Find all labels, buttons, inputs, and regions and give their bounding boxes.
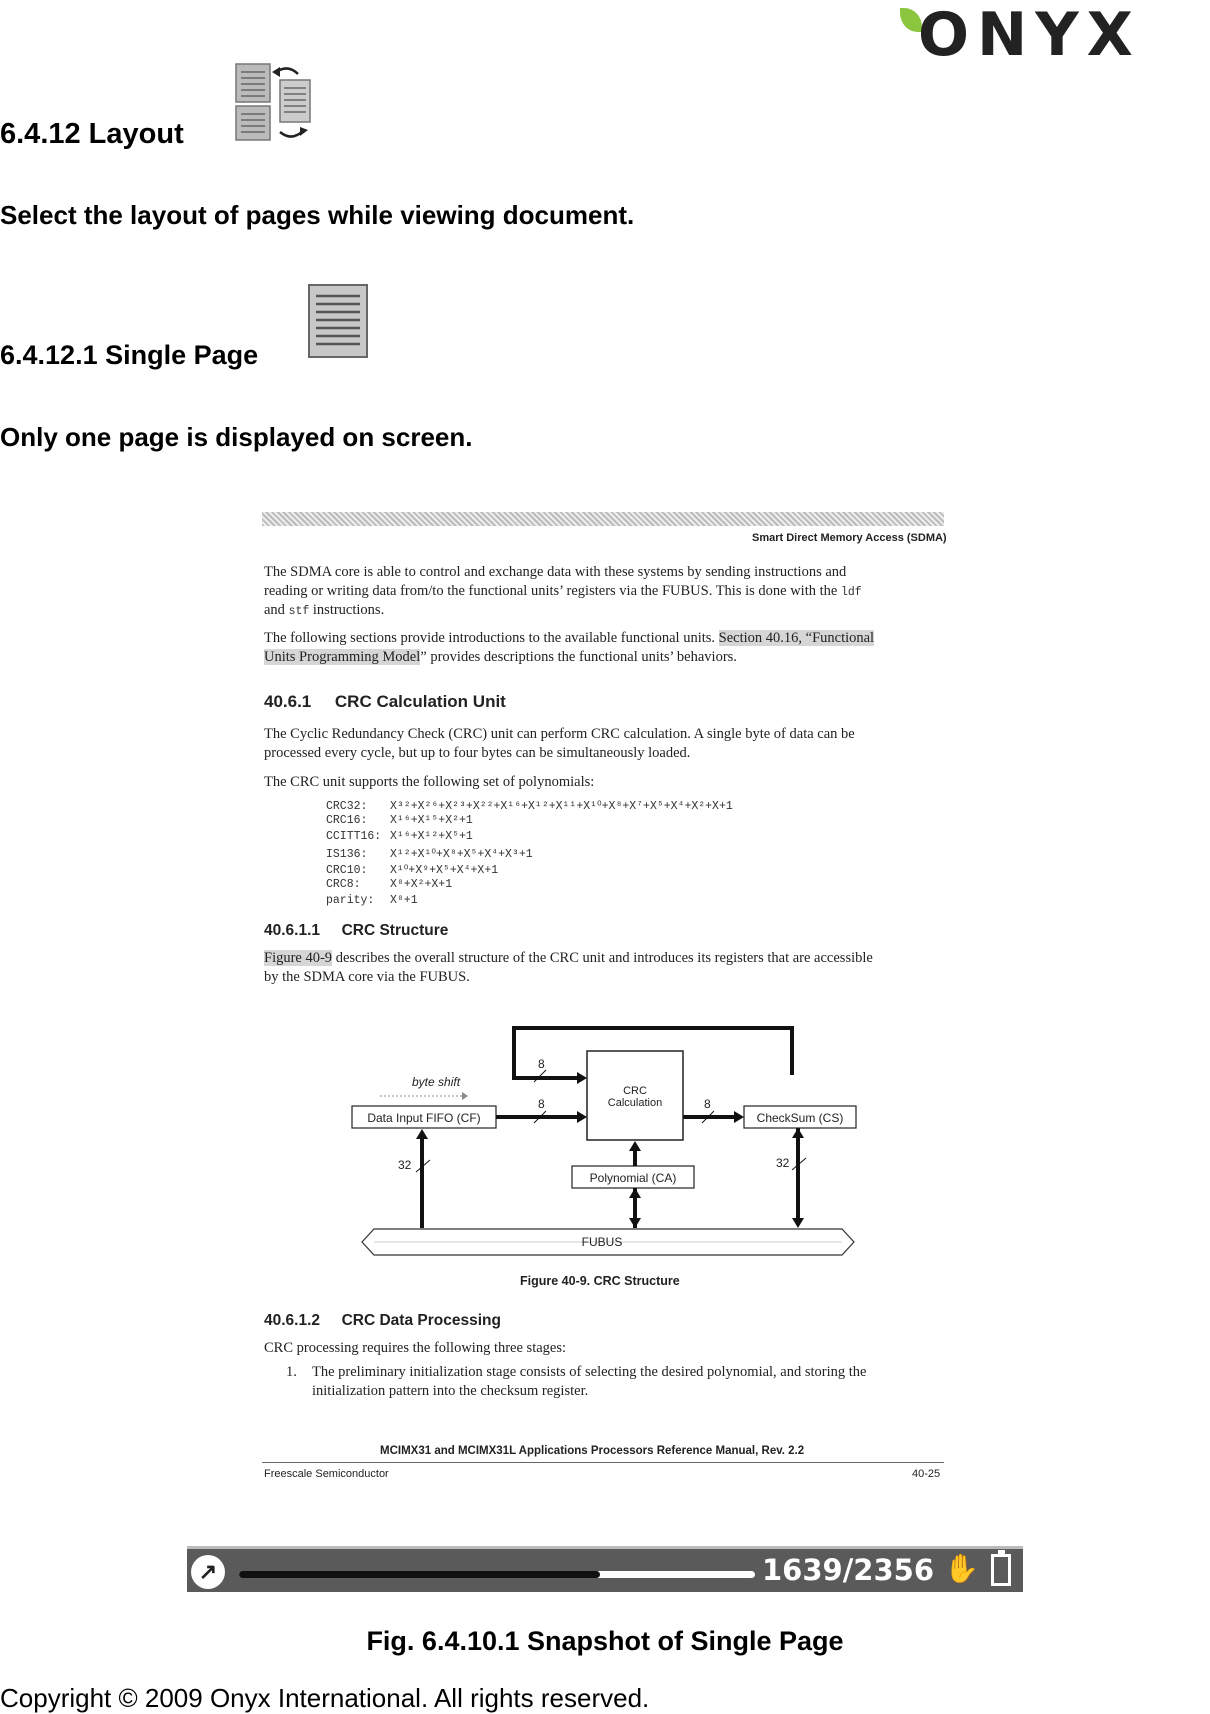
footer-right: 40-25 (912, 1468, 941, 1480)
crc-label: CRC (623, 1085, 647, 1097)
poly-row (326, 862, 498, 877)
h1-text: CRC Calculation Unit (334, 692, 506, 711)
poly-row (326, 798, 733, 813)
poly-row (326, 814, 473, 827)
single-page-icon (306, 282, 372, 362)
heading-crc-structure (264, 922, 448, 940)
h2-number: 40.6.1.1 (264, 922, 321, 939)
figure-caption-inner: Figure 40-9. CRC Structure (520, 1274, 680, 1288)
copyright: Copyright © 2009 Onyx International. All rights reserved. (0, 1683, 650, 1713)
crc-structure-diagram (262, 992, 948, 1262)
poly-name: CRC32: (326, 800, 368, 813)
width-32b: 32 (776, 1156, 790, 1170)
code-ldf: ldf (840, 586, 862, 599)
h3-number: 40.6.1.2 (264, 1312, 321, 1329)
para3-line2: processed every cycle, but up to four bytes can be simultaneously loaded. (264, 745, 691, 761)
goto-arrow-icon[interactable]: ↗ (191, 1555, 225, 1589)
para1-line1: The SDMA core is able to control and exchange data with these systems by sending instructions and (264, 564, 847, 580)
list-number: 1. (286, 1364, 297, 1380)
reading-progress-bar[interactable] (239, 1571, 755, 1578)
poly-name: CRC8: (326, 878, 361, 891)
poly-expr: X¹⁰+X⁹+X⁵+X⁴+X+1 (390, 864, 499, 877)
fifo-arrow (577, 1111, 587, 1123)
para5-text: describes the overall structure of the CRC unit and introduces its registers that are accessible (332, 950, 873, 966)
feedback-arrow (577, 1072, 587, 1084)
para1-end: instructions. (312, 602, 385, 618)
reader-status-bar (187, 1546, 1023, 1592)
crc-label2: Calculation (607, 1097, 663, 1109)
para2-text: The following sections provide introductions to the available functional units. (264, 630, 716, 646)
fifo-bus-arrow (416, 1129, 428, 1139)
width-8b: 8 (538, 1097, 545, 1111)
para4: The CRC unit supports the following set of polynomials: (264, 774, 595, 790)
byte-shift-arrow (462, 1092, 468, 1100)
polynomial-label: Polynomial (CA) (589, 1171, 677, 1185)
poly-expr: X⁸+X²+X+1 (390, 878, 453, 891)
footer-title: MCIMX31 and MCIMX31L Applications Processors Reference Manual, Rev. 2.2 (380, 1445, 805, 1457)
poly-expr: X¹⁶+X¹²+X⁵+1 (390, 830, 473, 843)
page-counter: 1639/2356 (762, 1553, 935, 1587)
poly-bus-arrow-up (629, 1188, 641, 1198)
logo-text: ONYX (918, 0, 1141, 70)
fubus-label: FUBUS (581, 1235, 623, 1249)
poly-expr: X³²+X²⁶+X²³+X²²+X¹⁶+X¹²+X¹¹+X¹⁰+X⁸+X⁷+X⁵+X⁴+X²+X+1 (390, 800, 733, 813)
poly-expr: X⁸+1 (390, 894, 418, 907)
para2-line2 (264, 649, 737, 666)
layout-switch-icon (232, 60, 316, 144)
subsection-title: 6.4.12.1 Single Page (0, 340, 259, 370)
width-8a: 8 (538, 1057, 545, 1071)
width-32a: 32 (398, 1158, 412, 1172)
document-snapshot (262, 512, 948, 1487)
poly-row (326, 878, 452, 891)
para1-and: and (264, 602, 285, 618)
para1-line3 (264, 602, 384, 619)
h2-text: CRC Structure (341, 922, 449, 939)
hand-icon[interactable]: ✋ (944, 1553, 979, 1584)
header-stripe (262, 512, 944, 526)
byte-shift-label: byte shift (412, 1075, 461, 1089)
section-description: Select the layout of pages while viewing document. (0, 200, 635, 230)
cs-bus-arrow (792, 1218, 804, 1228)
section-link-cont[interactable]: Units Programming Model (264, 649, 421, 665)
poly-row (326, 894, 418, 907)
footer-left: Freescale Semiconductor (264, 1468, 389, 1480)
figure-caption: Fig. 6.4.10.1 Snapshot of Single Page (366, 1626, 844, 1656)
para3-line1: The Cyclic Redundancy Check (CRC) unit can perform CRC calculation. A single byte of data can be (264, 726, 855, 742)
cs-bus-arrow-up (792, 1128, 804, 1138)
para6: CRC processing requires the following three stages: (264, 1340, 567, 1356)
poly-name: IS136: (326, 848, 368, 861)
para2-line1 (264, 630, 874, 647)
poly-row (326, 830, 473, 843)
width-8c: 8 (704, 1097, 711, 1111)
para2-end: ” provides descriptions the functional units’ behaviors. (420, 649, 737, 665)
poly-expr: X¹⁶+X¹⁵+X²+1 (390, 814, 473, 827)
page-header: Smart Direct Memory Access (SDMA) (752, 532, 947, 544)
figure-link[interactable]: Figure 40-9 (264, 950, 333, 966)
h1-number: 40.6.1 (264, 692, 312, 711)
para5-line1 (264, 950, 873, 967)
h3-text: CRC Data Processing (341, 1312, 501, 1329)
para1-text: reading or writing data from/to the functional units’ registers via the FUBUS. This is done with the (264, 583, 838, 599)
cs-arrow (734, 1111, 744, 1123)
heading-crc-unit (264, 692, 506, 712)
section-link[interactable]: Section 40.16, “Functional (718, 630, 875, 646)
poly-name: CRC10: (326, 864, 368, 877)
poly-name: CCITT16: (326, 830, 382, 843)
poly-row (326, 846, 533, 861)
fifo-label: Data Input FIFO (CF) (367, 1111, 481, 1125)
para1-line2 (264, 583, 862, 600)
section-title: 6.4.12 Layout (0, 118, 184, 150)
list-line2: initialization pattern into the checksum register. (312, 1383, 589, 1399)
battery-icon (991, 1554, 1011, 1586)
code-stf: stf (288, 605, 310, 618)
poly-name: CRC16: (326, 814, 368, 827)
checksum-label: CheckSum (CS) (756, 1111, 844, 1125)
para5-line2: by the SDMA core via the FUBUS. (264, 969, 470, 985)
poly-bus-arrow-down (629, 1218, 641, 1228)
poly-expr: X¹²+X¹⁰+X⁸+X⁵+X⁴+X³+1 (390, 848, 533, 861)
reading-progress-fill (239, 1571, 600, 1578)
footer-rule (262, 1462, 944, 1463)
poly-up-arrow (629, 1141, 641, 1151)
subsection-description: Only one page is displayed on screen. (0, 422, 473, 452)
heading-crc-processing (264, 1312, 501, 1330)
onyx-logo (900, 0, 1210, 70)
list-line1: The preliminary initialization stage consists of selecting the desired polynomial, and storing the (312, 1364, 867, 1380)
poly-name: parity: (326, 894, 375, 907)
